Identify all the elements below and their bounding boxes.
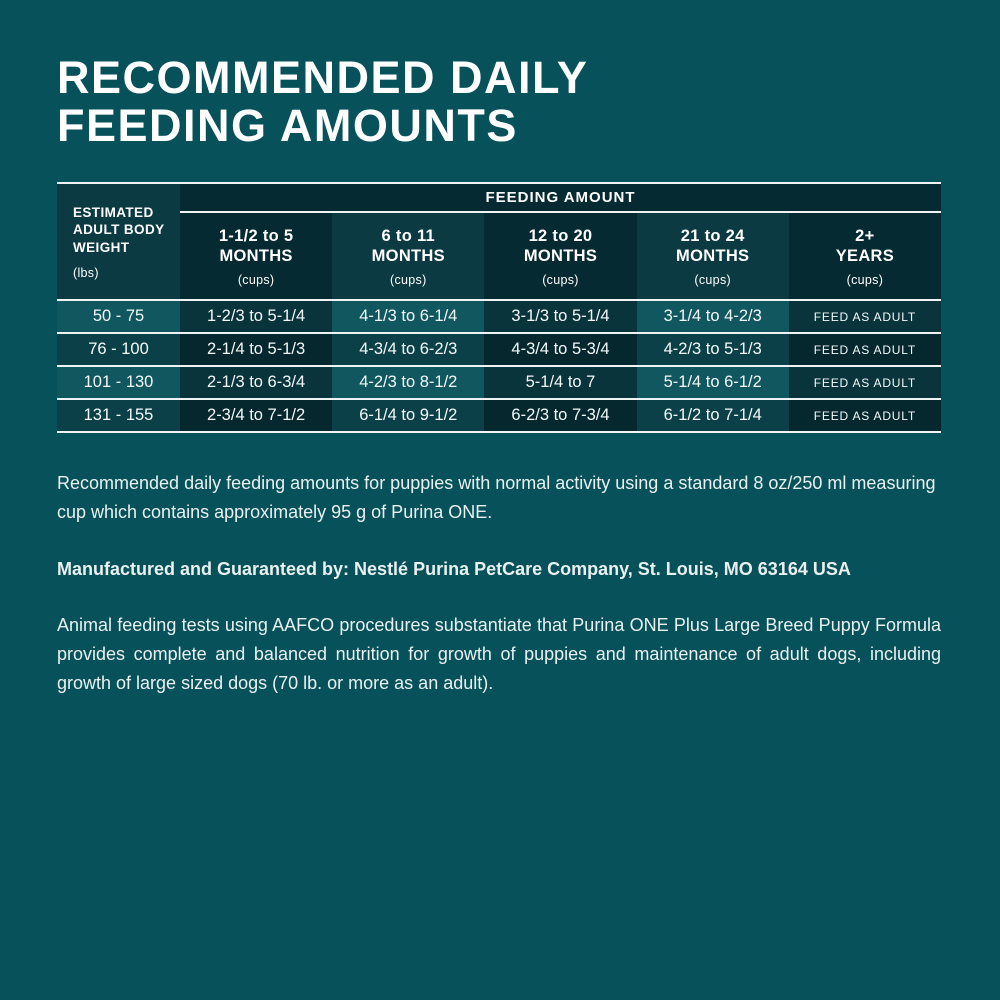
column-header-21-24-months [637, 213, 789, 299]
amount-cell: 1-2/3 to 5-1/4 [180, 301, 332, 332]
amount-cell: 3-1/3 to 5-1/4 [484, 301, 636, 332]
amount-cell: 5-1/4 to 7 [484, 367, 636, 398]
feed-as-adult-cell: FEED AS ADULT [789, 400, 941, 431]
weight-column-header [57, 184, 180, 299]
table-row-101-130 [57, 367, 941, 398]
amount-cell: 5-1/4 to 6-1/2 [637, 367, 789, 398]
column-header-6-11-months [332, 213, 484, 299]
feed-as-adult-cell: FEED AS ADULT [789, 301, 941, 332]
table-row-76-100 [57, 334, 941, 365]
column-unit: (cups) [390, 272, 427, 287]
column-header-2plus-years [789, 213, 941, 299]
amount-cell: 6-1/2 to 7-1/4 [637, 400, 789, 431]
weight-cell: 76 - 100 [57, 334, 180, 365]
column-range: 2+ YEARS [835, 226, 895, 266]
column-header-12-20-months [484, 213, 636, 299]
note-measuring-cup: Recommended daily feeding amounts for puppies with normal activity using a standard 8 oz/250 ml measuring cup which contains approximately 95 g of Purina ONE. [57, 473, 936, 523]
column-range: 21 to 24 MONTHS [676, 226, 750, 266]
column-range: 12 to 20 MONTHS [523, 226, 598, 266]
weight-cell: 50 - 75 [57, 301, 180, 332]
amount-cell: 3-1/4 to 4-2/3 [637, 301, 789, 332]
amount-cell: 4-1/3 to 6-1/4 [332, 301, 484, 332]
column-unit: (cups) [694, 272, 731, 287]
weight-header-label: ESTIMATED ADULT BODY WEIGHT [73, 204, 165, 256]
amount-cell: 2-1/3 to 6-3/4 [180, 367, 332, 398]
column-range: 1-1/2 to 5 MONTHS [218, 226, 294, 266]
amount-cell: 6-1/4 to 9-1/2 [332, 400, 484, 431]
footnotes [57, 469, 941, 698]
column-unit: (cups) [542, 272, 579, 287]
feeding-amount-banner: FEEDING AMOUNT [180, 184, 941, 211]
column-unit: (cups) [846, 272, 884, 287]
weight-cell: 101 - 130 [57, 367, 180, 398]
note-manufacturer: Manufactured and Guaranteed by: Nestlé Purina PetCare Company, St. Louis, MO 63164 USA [57, 558, 851, 579]
amount-cell: 4-2/3 to 5-1/3 [637, 334, 789, 365]
table-bottom-line [57, 431, 941, 433]
table-header [57, 184, 941, 299]
page-title-line2: FEEDING AMOUNTS [57, 100, 518, 152]
page-title [57, 54, 943, 150]
feed-as-adult-cell: FEED AS ADULT [789, 367, 941, 398]
note-aafco-statement: Animal feeding tests using AAFCO procedures substantiate that Purina ONE Plus Large Breed Puppy Formula provides complete and balanced nutrition for growth of puppies and maintenance of adult dogs, including growth of large sized dogs (70 lb. or more as an adult). [57, 614, 941, 694]
column-range: 6 to 11 MONTHS [371, 226, 445, 266]
table-row-131-155 [57, 400, 941, 431]
weight-cell: 131 - 155 [57, 400, 180, 431]
amount-cell: 4-3/4 to 6-2/3 [332, 334, 484, 365]
amount-cell: 4-3/4 to 5-3/4 [484, 334, 636, 365]
table-row-50-75 [57, 301, 941, 332]
page-title-line1: RECOMMENDED DAILY [57, 52, 589, 103]
column-header-1-5-months [180, 213, 332, 299]
amount-cell: 2-1/4 to 5-1/3 [180, 334, 332, 365]
feeding-amounts-table [57, 182, 941, 433]
amount-cell: 2-3/4 to 7-1/2 [180, 400, 332, 431]
column-unit: (cups) [237, 272, 275, 287]
amount-cell: 4-2/3 to 8-1/2 [332, 367, 484, 398]
amount-cell: 6-2/3 to 7-3/4 [484, 400, 636, 431]
weight-header-unit: (lbs) [73, 266, 99, 280]
feed-as-adult-cell: FEED AS ADULT [789, 334, 941, 365]
